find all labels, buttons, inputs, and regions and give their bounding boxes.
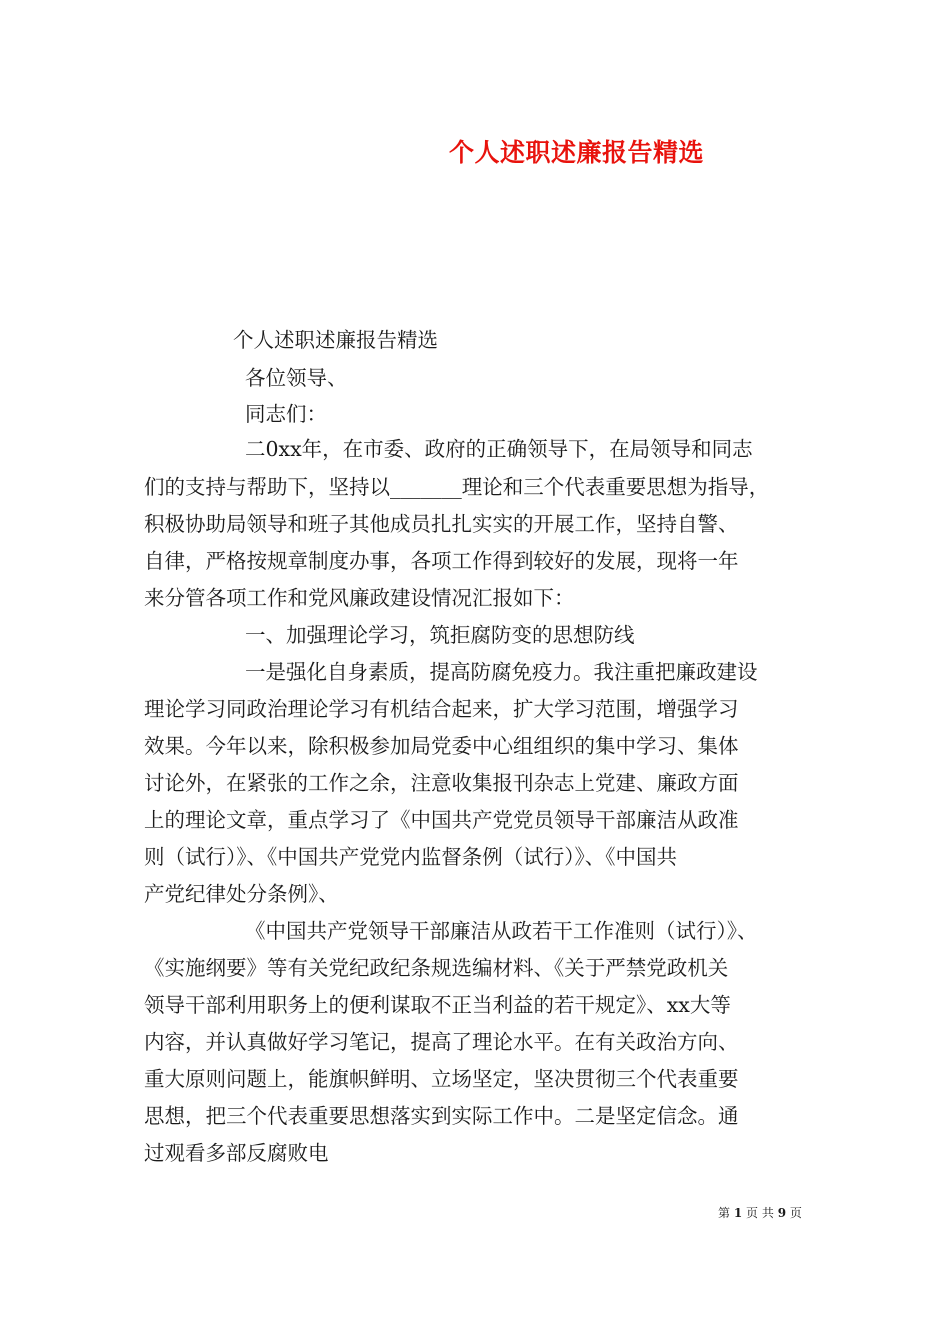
- paragraph-line: 领导干部利用职务上的便利谋取不正当利益的若干规定》、xx大等: [144, 993, 731, 1017]
- footer-prefix: 第: [718, 1206, 731, 1220]
- footer-total-pages: 9: [777, 1206, 787, 1220]
- paragraph-line: 思想，把三个代表重要思想落实到实际工作中。二是坚定信念。通: [144, 1104, 739, 1128]
- paragraph-line: 二0xx年，在市委、政府的正确领导下，在局领导和同志: [245, 437, 753, 461]
- paragraph-line: 们的支持与帮助下，坚持以_______理论和三个代表重要思想为指导，: [144, 475, 770, 499]
- paragraph-line: 《中国共产党领导干部廉洁从政若干工作准则（试行）》、: [245, 919, 758, 943]
- paragraph-line: 产党纪律处分条例》、: [144, 882, 339, 906]
- page-title: 个人述职述廉报告精选: [449, 138, 705, 167]
- paragraph-line: 《实施纲要》等有关党纪政纪条规选编材料、《关于严禁党政机关: [144, 956, 729, 980]
- paragraph-line: 来分管各项工作和党风廉政建设情况汇报如下：: [144, 586, 575, 610]
- paragraph-line: 重大原则问题上，能旗帜鲜明、立场坚定，坚决贯彻三个代表重要: [144, 1067, 739, 1091]
- paragraph-line: 理论学习同政治理论学习有机结合起来，扩大学习范围，增强学习: [144, 697, 739, 721]
- body-title: 个人述职述廉报告精选: [233, 328, 438, 352]
- paragraph-line: 积极协助局领导和班子其他成员扎扎实实的开展工作，坚持自警、: [144, 512, 739, 536]
- paragraph-line: 过观看多部反腐败电: [144, 1141, 329, 1165]
- footer-suffix: 页: [789, 1206, 802, 1220]
- paragraph-line: 讨论外，在紧张的工作之余，注意收集报刊杂志上党建、廉政方面: [144, 771, 739, 795]
- paragraph-line: 则（试行）》、《中国共产党党内监督条例（试行）》、《中国共: [144, 845, 677, 869]
- salutation-line-1: 各位领导、: [245, 366, 348, 390]
- paragraph-line: 上的理论文章，重点学习了《中国共产党党员领导干部廉洁从政准: [144, 808, 739, 832]
- paragraph-line: 自律，严格按规章制度办事，各项工作得到较好的发展，现将一年: [144, 549, 739, 573]
- section-heading: 一、加强理论学习，筑拒腐防变的思想防线: [245, 623, 635, 647]
- footer-middle: 页 共: [746, 1206, 774, 1220]
- paragraph-line: 效果。今年以来，除积极参加局党委中心组组织的集中学习、集体: [144, 734, 739, 758]
- paragraph-line: 一是强化自身素质，提高防腐免疫力。我注重把廉政建设: [245, 660, 758, 684]
- page-footer: [718, 1204, 802, 1221]
- salutation-line-2: 同志们：: [245, 402, 327, 426]
- footer-page-number: 1: [733, 1206, 743, 1220]
- paragraph-line: 内容，并认真做好学习笔记，提高了理论水平。在有关政治方向、: [144, 1030, 739, 1054]
